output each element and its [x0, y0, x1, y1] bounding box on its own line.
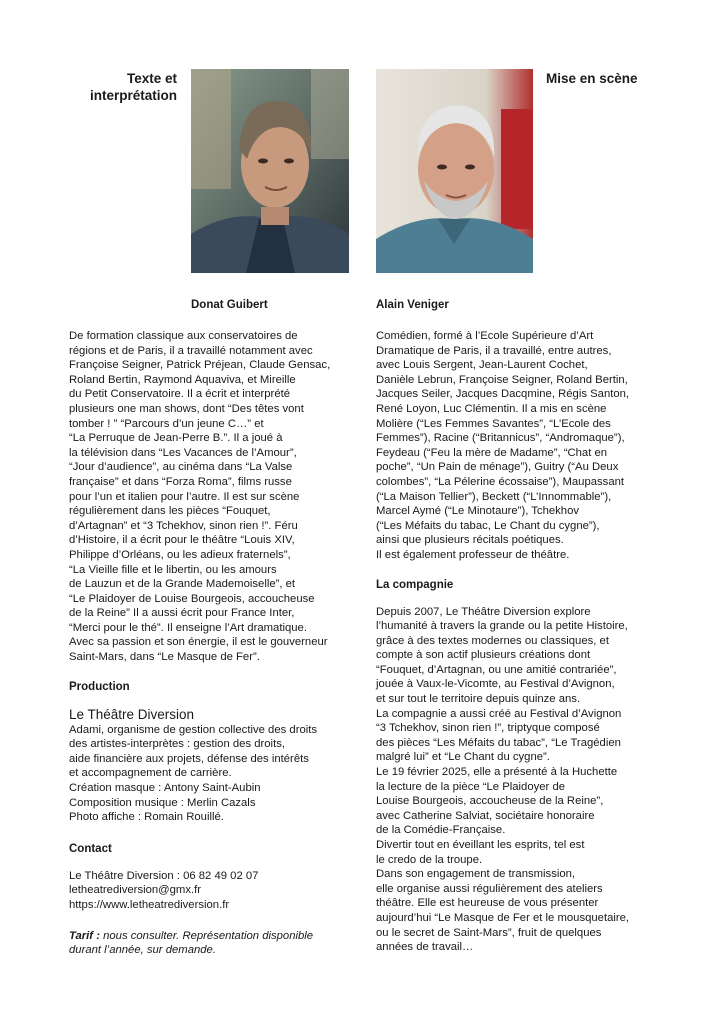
name-alain-veniger: Alain Veniger: [376, 299, 449, 311]
name-donat-guibert: Donat Guibert: [191, 299, 268, 311]
right-column: [376, 329, 676, 955]
tarif-text: nous consulter. Représentation disponible durant l’année, sur demande.: [69, 929, 314, 957]
contact-phone: Le Théâtre Diversion : 06 82 49 02 07: [69, 869, 259, 882]
role-label-left: Texte et interprétation: [89, 71, 177, 103]
production-details: Adami, organisme de gestion collective des droits des artistes-interprètes : gestion des droits, aide financière aux projets, défense des intérêts et accompagnement de carrière. Création masque : Antony Saint-Aubin Composition musique : Merlin Cazals Photo affiche : Romain Rouillé.: [69, 723, 318, 824]
tarif-label: Tarif :: [69, 929, 100, 942]
company-description: Depuis 2007, Le Théâtre Diversion explore l’humanité à travers la grande ou la petite Histoire, grâce à des textes modernes ou classiques, et compte à son actif plusieurs créations dont “Fouquet, d’Artagnan, ou une amitié contrariée”, jouée à Vaux-le-Vicomte, au Festival d’Avignon, et sur tout le territoire depuis quinze ans. La compagnie a aussi créé au Festival d’Avignon “3 Tchekhov, sinon rien !”, triptyque composé des pièces “Les Méfaits du tabac”, “Le Tragédien malgré lui” et “Le Chant du cygne”. Le 19 février 2025, elle a présenté à la Huchette la lecture de la pièce “Le Plaidoyer de Louise Bourgeois, accoucheuse de la Reine”, avec Catherine Salviat, sociétaire honoraire de la Comédie-Française. Divertir tout en éveillant les esprits, tel est le credo de la troupe. Dans son engagement de transmission, elle organise aussi régulièrement des ateliers théâtre. Elle est heureuse de vous présenter aujourd’hui “Le Masque de Fer et le mousquetaire, ou le secret de Saint-Mars”, fruit de quelques années de travail…: [376, 605, 630, 954]
tarif-note: [69, 929, 369, 958]
role-label-right: Mise en scène: [546, 71, 638, 86]
production-company: Le Théâtre Diversion: [69, 706, 195, 722]
portrait-donat-guibert: [191, 69, 349, 273]
company-heading: La compagnie: [376, 578, 454, 591]
donat-guibert-bio: De formation classique aux conservatoires de régions et de Paris, il a travaillé notamment avec Françoise Seigner, Patrick Préjean, Claude Gensac, Roland Bertin, Raymond Aquaviva, et Mireille du Petit Conservatoire. Il a écrit et interprété plusieurs one man shows, dont “Des têtes vont tomber ! ” “Parcours d’un jeune C…” et “La Perruque de Jean-Perre B.”. Il a joué à la télévision dans “Les Vacances de l’Amour”, “Jour d’audience”, au cinéma dans “La Valse française” et dans “Forza Roma”, films russe pour l’un et italien pour l’autre. Il est sur scène régulièrement dans les pièces “Fouquet, d’Artagnan” et “3 Tchekhov, sinon rien !”. Féru d’Histoire, il a écrit pour le théâtre “Louis XIV, Philippe d’Orléans, ou les adieux fraternels”, “La Vieille fille et le libertin, ou les amours de Lauzun et de la Grande Mademoiselle”, et “Le Plaidoyer de Louise Bourgeois, accoucheuse de la Reine” Il a aussi écrit pour France Inter, “Merci pour le thé”. Il enseigne l’Art dramatique. Avec sa passion et son énergie, il est le gouverneur Saint-Mars, dans “Le Masque de Fer”.: [69, 330, 331, 664]
portrait-alain-veniger: [376, 69, 533, 273]
contact-email[interactable]: letheatrediversion@gmx.fr: [69, 884, 202, 897]
contact-heading: Contact: [69, 842, 112, 855]
left-column: [69, 329, 369, 958]
alain-veniger-bio: Comédien, formé à l’Ecole Supérieure d’Art Dramatique de Paris, il a travaillé, entre autres, avec Louis Sergent, Jean-Laurent Cochet, Danièle Lebrun, Françoise Seigner, Roland Bertin, Jacques Seiler, Jacques Dacqmine, Régis Santon, René Loyon, Luc Clémentin. Il a mis en scène Molière (“Les Femmes Savantes”, “L’Ecole des Femmes”), Racine (“Britannicus”, “Andromaque”), Feydeau (“Feu la mère de Madame”, “Chat en poche”, “Un Pain de ménage”), Guitry (“Au Deux colombes”, “La Pélerine écossaise”), Maupassant (“La Maison Tellier”), Beckett (“L’Innommable”), Marcel Aymé (“Le Minotaure”), Tchekhov (“Les Méfaits du tabac, Le Chant du cygne”), ainsi que plusieurs récitals poétiques. Il est également professeur de théâtre.: [376, 330, 630, 561]
production-heading: Production: [69, 680, 130, 693]
contact-website[interactable]: https://www.letheatrediversion.fr: [69, 899, 230, 911]
